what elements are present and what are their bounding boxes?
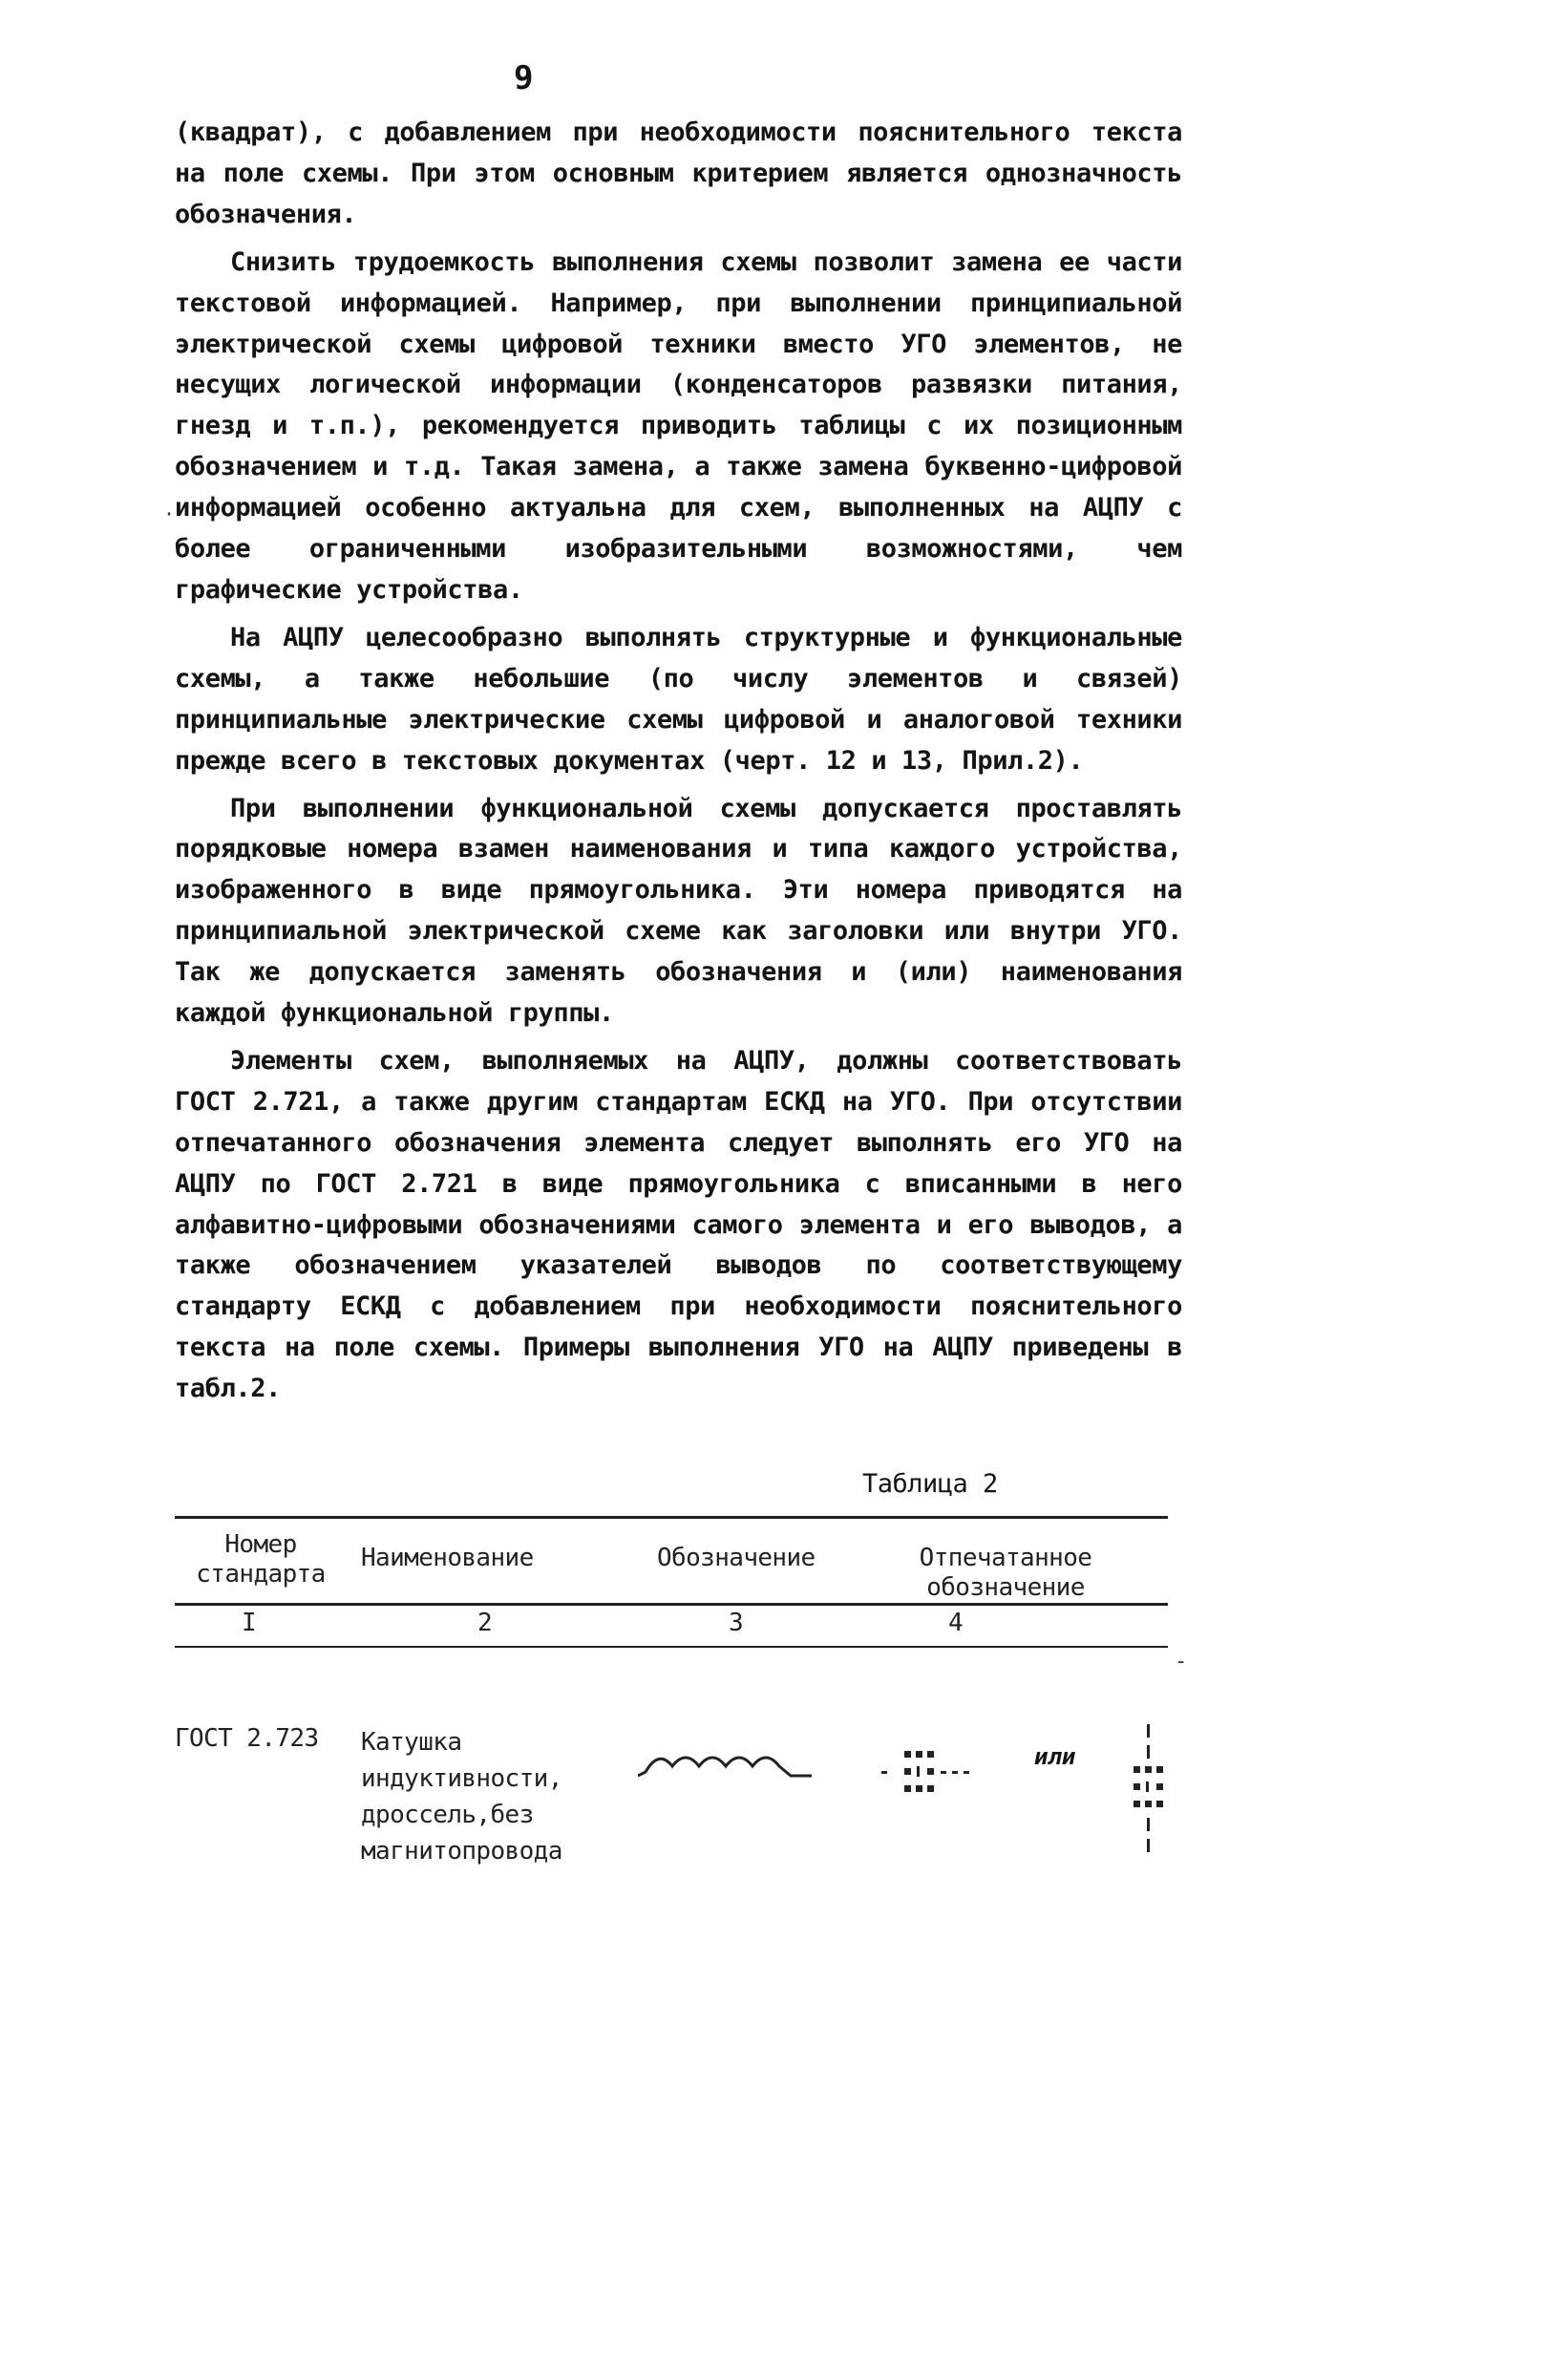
or-label: или — [1034, 1743, 1076, 1770]
header-printed-designation: Отпечатанное обозначение — [919, 1544, 1092, 1602]
paragraph-4: При выполнении функциональной схемы допускается проставлять порядковые номера взамен наименования и типа каждого устройства, изображенного в виде прямоугольника. Эти номера приводятся на принципиальной электрической схеме как заголовки или внутри УГО. Так же допускается заменять обозначения и (или) наименования каждой функциональной группы. — [175, 793, 1182, 1029]
table-column-numbers-row — [175, 1606, 1168, 1646]
paragraph-3: На АЦПУ целесообразно выполнять структурные и функциональные схемы, а также небольшие (по числу элементов и связей) принципиальные электрические схемы цифровой и аналоговой техники прежде всего в текстовых документах (черт. 12 и 13, Прил.2). — [175, 622, 1182, 776]
body-text — [175, 113, 1182, 1410]
header-standard-number: Номер стандарта — [196, 1530, 326, 1589]
row-name: Катушка индуктивности, дроссель,без магнитопровода — [361, 1728, 562, 1866]
row-standard: ГОСТ 2.723 — [175, 1724, 319, 1753]
printed-coil-horizontal-icon — [881, 1745, 986, 1803]
table-2 — [175, 1516, 1168, 1882]
paragraph-1: (квадрат), с добавлением при необходимости пояснительного текста на поле схемы. При этом основным критерием является однозначность обозначения. — [175, 117, 1182, 229]
column-number-1: I — [242, 1609, 257, 1637]
page-number: 9 — [514, 59, 534, 97]
margin-dot-mark: · — [163, 502, 176, 525]
inductor-coil-icon — [638, 1745, 819, 1783]
header-name: Наименование — [361, 1544, 534, 1572]
paragraph-5: Элементы схем, выполняемых на АЦПУ, должны соответствовать ГОСТ 2.721, а также другим стандартам ЕСКД на УГО. При отсутствии отпечатанного обозначения элемента следует выполнять его УГО на АЦПУ по ГОСТ 2.721 в виде прямоугольника с вписанными в него алфавитно-цифровыми обозначениями самого элемента и его выводов, а также обозначением указателей выводов по соответствующему стандарту ЕСКД с добавлением при необходимости пояснительного текста на поле схемы. Примеры выполнения УГО на АЦПУ приведены в табл.2. — [175, 1045, 1182, 1404]
margin-dash-mark: - — [1175, 1650, 1188, 1674]
column-number-2: 2 — [477, 1609, 493, 1637]
column-number-3: 3 — [729, 1609, 744, 1637]
table-header-row — [175, 1519, 1168, 1603]
printed-coil-vertical-icon — [1130, 1724, 1168, 1867]
header-designation: Обозначение — [657, 1544, 816, 1572]
table-caption: Таблица 2 — [862, 1469, 998, 1499]
paragraph-2: Снизить трудоемкость выполнения схемы позволит замена ее части текстовой информацией. Например, при выполнении принципиальной электрической схемы цифровой техники вместо УГО элементов, не несущих логической информации (конденсаторов развязки питания, гнезд и т.п.), рекомендуется приводить таблицы с их позиционным обозначением и т.д. Такая замена, а также замена буквенно-цифровой информацией особенно актуальна для схем, выполненных на АЦПУ с более ограниченными изобразительными возможностями, чем графические устройства. — [175, 246, 1182, 605]
table-row — [175, 1648, 1168, 1882]
column-number-4: 4 — [948, 1609, 964, 1637]
